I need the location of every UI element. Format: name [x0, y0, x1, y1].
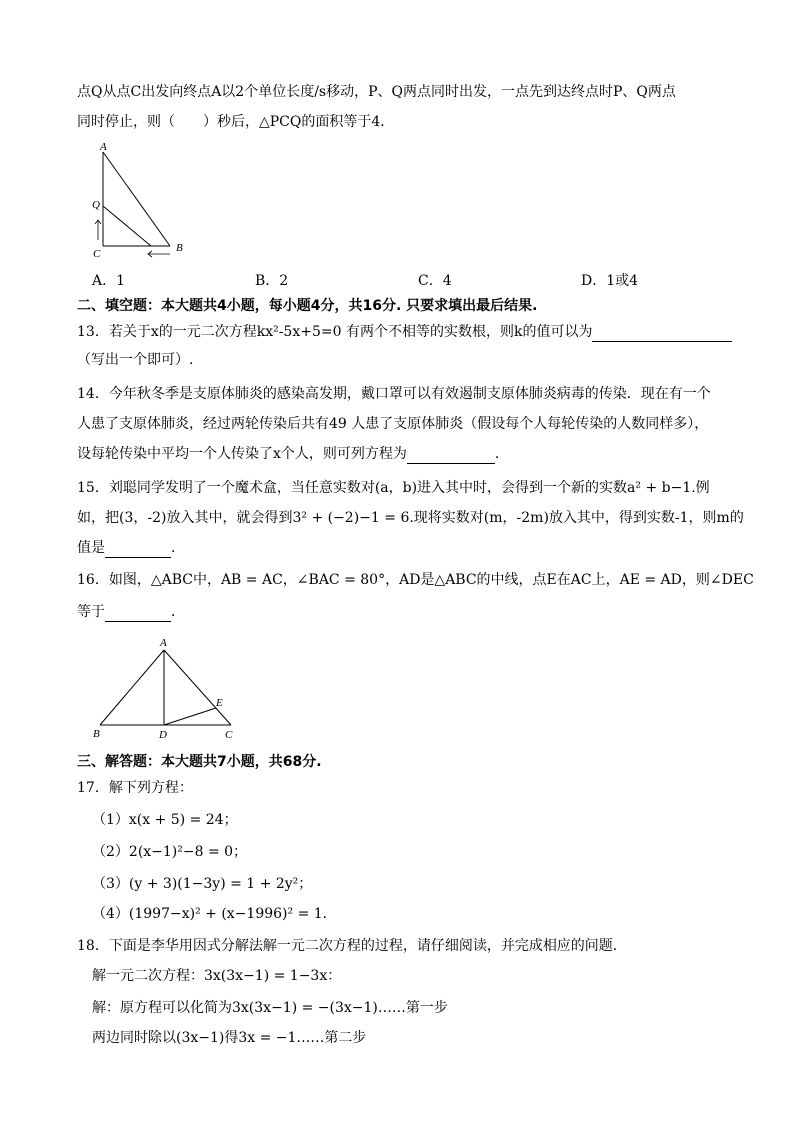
- q17-title: 17．解下列方程：: [77, 780, 193, 796]
- q12-label-a: A: [100, 141, 107, 153]
- q12-label-b: B: [176, 242, 183, 254]
- q18-step-2: 两边同时除以(3x−1)得3x = −1……第二步: [92, 1030, 367, 1046]
- q16-triangle-figure: [88, 634, 248, 744]
- q17-item-1: （1）x(x + 5) = 24；: [92, 812, 238, 828]
- q16-period: ．: [171, 604, 185, 620]
- q12-option-c: C．4: [418, 273, 452, 289]
- q16-answer-blank: [105, 605, 171, 622]
- q17-item-3: （3）(y + 3)(1−3y) = 1 + 2y²；: [92, 876, 313, 892]
- q12-option-d: D．1或4: [581, 273, 639, 289]
- q12-label-c: C: [93, 248, 101, 260]
- q16-label-c: C: [225, 729, 233, 741]
- section-3-title: 三、解答题：本大题共7小题，共68分.: [77, 754, 322, 770]
- q13-question: 13．若关于x的一元二次方程kx²-5x+5=0 有两个不相等的实数根，则k的值可以为: [77, 324, 593, 340]
- q14-question: 设每轮传染中平均一个人传染了x个人，则可列方程为: [77, 446, 407, 462]
- q12-line-2: 同时停止，则（ ）秒后，△PCQ的面积等于4．: [77, 114, 395, 130]
- q14-line-3: [77, 444, 509, 464]
- section-2-title: 二、填空题：本大题共4小题，每小题4分，共16分. 只要求填出最后结果.: [77, 298, 538, 314]
- q14-line-1: 14．今年秋冬季是支原体肺炎的感染高发期，戴口罩可以有效遏制支原体肺炎病毒的传染．现在有一个: [77, 386, 711, 402]
- q16-question: 等于: [77, 604, 105, 620]
- q17-item-4: （4）(1997−x)² + (x−1996)² = 1．: [92, 906, 337, 922]
- q16-label-e: E: [216, 697, 223, 709]
- q16-label-d: D: [159, 729, 167, 741]
- q12-option-a: A．1: [92, 273, 126, 289]
- q15-line-2: 如，把(3，-2)放入其中，就会得到3² + (−2)−1 = 6.现将实数对(m，-2m)放入其中，得到实数-1，则m的: [77, 510, 744, 526]
- q15-line-1: 15．刘聪同学发明了一个魔术盒，当任意实数对(a，b)进入其中时，会得到一个新的实数a² + b−1.例: [77, 480, 710, 496]
- q16-label-a: A: [160, 637, 167, 649]
- q14-answer-blank: [407, 447, 495, 464]
- q17-item-2: （2）2(x−1)²−8 = 0；: [92, 844, 248, 860]
- q16-label-b: B: [93, 728, 100, 740]
- q12-label-q: Q: [92, 199, 100, 211]
- q13-note: （写出一个即可）.: [77, 352, 194, 368]
- q12-option-b: B．2: [255, 273, 289, 289]
- q18-title: 18．下面是李华用因式分解法解一元二次方程的过程，请仔细阅读，并完成相应的问题．: [77, 938, 627, 954]
- q15-question: 值是: [77, 540, 105, 556]
- q18-step-1: 解：原方程可以化简为3x(3x−1) = −(3x−1)……第一步: [92, 1000, 448, 1016]
- q15-period: .: [171, 540, 176, 556]
- q15-line-3: [77, 538, 175, 558]
- q13-answer-blank: [592, 325, 732, 342]
- q12-line-1: 点Q从点C出发向终点A以2个单位长度/s移动，P、Q两点同时出发，一点先到达终点时P、Q两点: [77, 84, 676, 100]
- q12-triangle-figure: [88, 140, 198, 260]
- q14-line-2: 人患了支原体肺炎，经过两轮传染后共有49 人患了支原体肺炎（假设每个人每轮传染的人数同样多），: [77, 416, 709, 432]
- q15-answer-blank: [105, 541, 171, 558]
- q18-problem: 解一元二次方程：3x(3x−1) = 1−3x：: [92, 968, 342, 984]
- q14-period: ．: [494, 446, 509, 462]
- q16-line-1: 16．如图，△ABC中，AB = AC，∠BAC = 80°，AD是△ABC的中线，点E在AC上，AE = AD，则∠DEC: [77, 572, 754, 588]
- q13-text: [77, 322, 732, 342]
- q16-line-2: [77, 602, 185, 622]
